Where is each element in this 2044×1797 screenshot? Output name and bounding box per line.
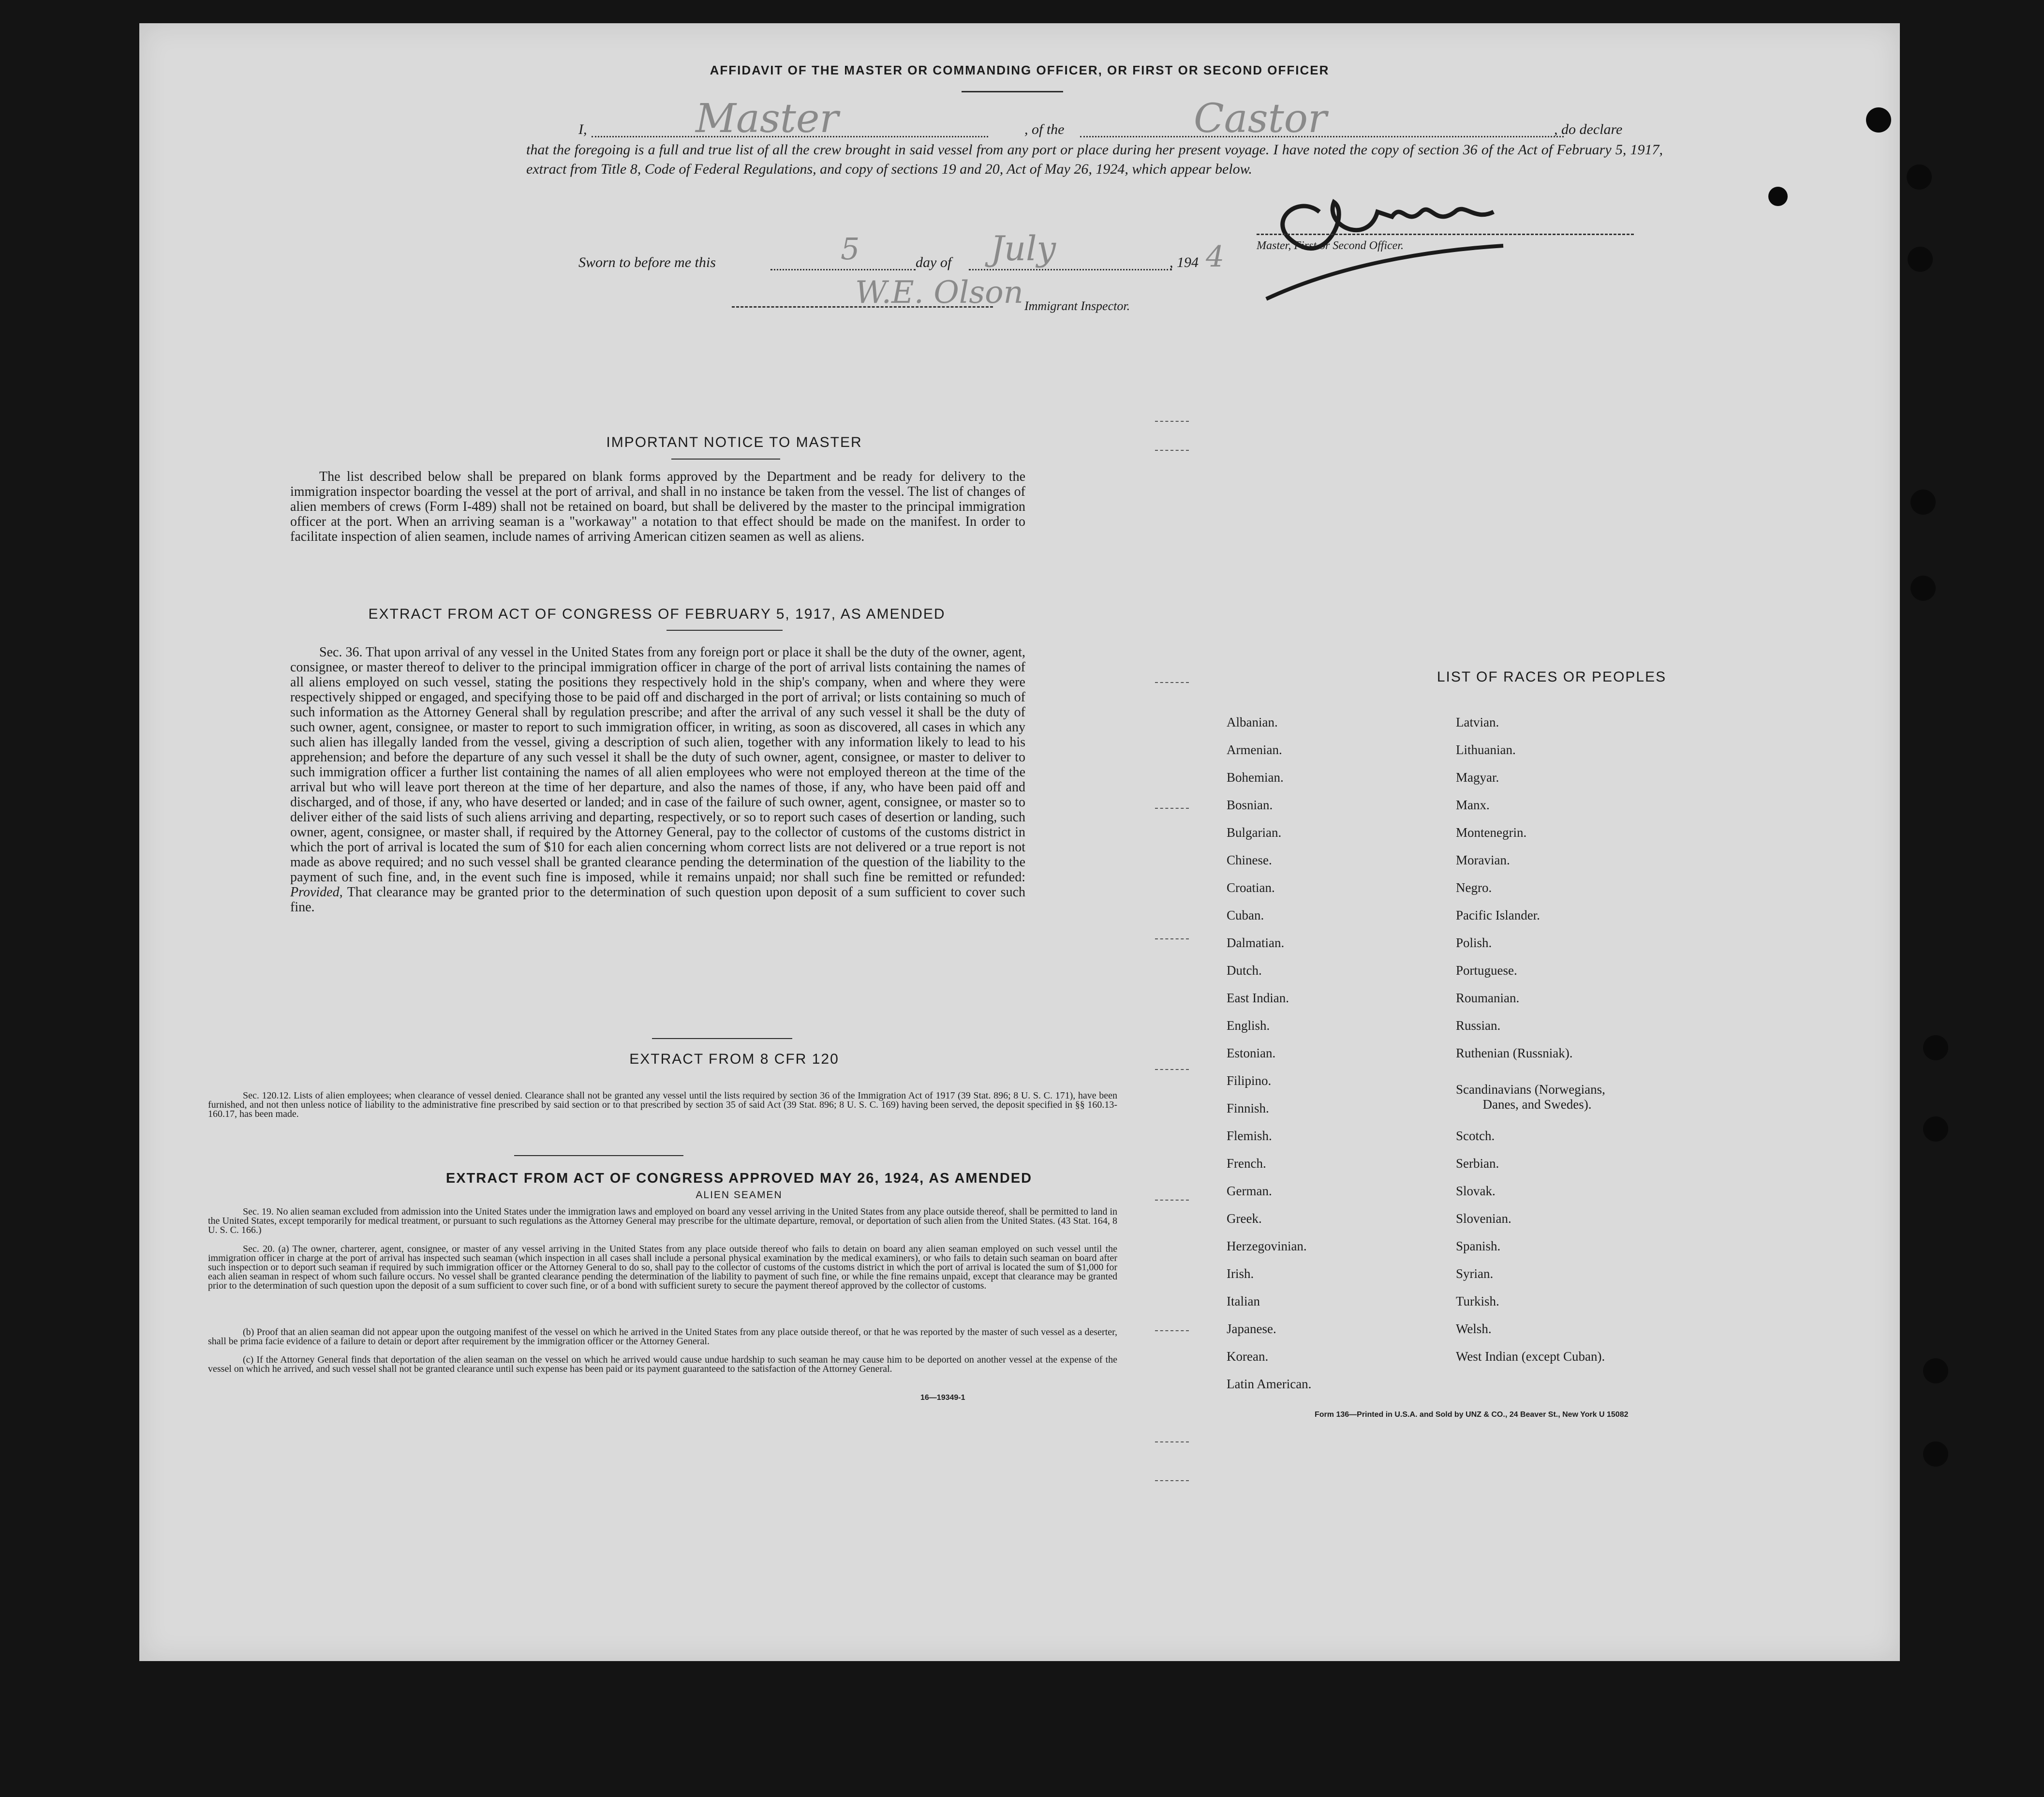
race-left-21: Irish. bbox=[1227, 1266, 1254, 1281]
cfr-heading: EXTRACT FROM 8 CFR 120 bbox=[629, 1051, 839, 1067]
affidavit-i-label: I, bbox=[578, 121, 587, 137]
fold-mark bbox=[1155, 807, 1189, 809]
race-right-15: Danes, and Swedes). bbox=[1482, 1097, 1592, 1112]
notice-heading: IMPORTANT NOTICE TO MASTER bbox=[606, 434, 862, 450]
race-left-20: Herzegovinian. bbox=[1227, 1239, 1307, 1253]
fold-mark bbox=[1155, 1199, 1189, 1201]
binder-hole bbox=[1923, 1441, 1948, 1467]
fold-mark bbox=[1155, 1479, 1189, 1481]
race-left-2: Armenian. bbox=[1227, 743, 1282, 757]
race-right-11: Roumanian. bbox=[1456, 991, 1520, 1005]
extract1924-heading: EXTRACT FROM ACT OF CONGRESS APPROVED MAY 26, 1924, AS AMENDED bbox=[445, 1171, 1033, 1186]
sec20b-text: (b) Proof that an alien seaman did not appear upon the outgoing manifest of the vessel on which he arrived in the United States from any place outside thereof, or that he was reported by the master of such vessel as a deserter, shall be prima facie evidence of a failure to detain or deport after requirement by the immigration officer or the Attorney General. bbox=[208, 1327, 1117, 1347]
race-left-6: Chinese. bbox=[1227, 853, 1272, 867]
race-right-5: Montenegrin. bbox=[1456, 825, 1527, 840]
handwritten-vessel: Castor bbox=[1194, 96, 1327, 142]
race-right-6: Moravian. bbox=[1456, 853, 1510, 867]
race-left-24: Korean. bbox=[1227, 1349, 1269, 1364]
sec20c-text: (c) If the Attorney General finds that deportation of the alien seaman on the vessel on which he arrived would cause undue hardship to such seaman he may cause him to be deported on another vessel at the expense of the vessel on which he arrived, and such vessel shall not be granted clearance until such expense has been paid or its payment guaranteed to the satisfaction of the Attorney General. bbox=[208, 1354, 1117, 1374]
extract1924-subheading: ALIEN SEAMEN bbox=[696, 1189, 783, 1201]
races-heading: LIST OF RACES OR PEOPLES bbox=[1437, 669, 1667, 685]
binder-hole bbox=[1923, 1358, 1948, 1383]
race-right-10: Portuguese. bbox=[1456, 963, 1517, 978]
race-left-14: Filipino. bbox=[1227, 1073, 1272, 1088]
binder-hole bbox=[1923, 1116, 1948, 1142]
race-right-24: West Indian (except Cuban). bbox=[1456, 1349, 1605, 1364]
race-left-23: Japanese. bbox=[1227, 1322, 1276, 1336]
binder-hole bbox=[1911, 576, 1936, 601]
affidavit-title: AFFIDAVIT OF THE MASTER OR COMMANDING OFFICER, OR FIRST OR SECOND OFFICER bbox=[710, 63, 1330, 77]
race-left-17: French. bbox=[1227, 1156, 1266, 1171]
extract1917-end-rule bbox=[652, 1038, 792, 1039]
race-right-19: Slovenian. bbox=[1456, 1211, 1511, 1226]
month-field-line bbox=[969, 269, 1172, 270]
race-left-7: Croatian. bbox=[1227, 880, 1275, 895]
sworn-day-of: day of bbox=[916, 254, 952, 270]
fold-mark bbox=[1155, 681, 1189, 683]
race-left-13: Estonian. bbox=[1227, 1046, 1276, 1060]
race-left-3: Bohemian. bbox=[1227, 770, 1284, 785]
affidavit-paragraph: that the foregoing is a full and true list of all the crew brought in said vessel from any port or place during her present voyage. I have noted the copy of section 36 of the Act of February 5, 1917, extract from Title 8, Code of Federal Regulations, and copy of sections 19 and 20, Act of May 26, 1924, which appear below. bbox=[526, 142, 1663, 177]
race-right-12: Russian. bbox=[1456, 1018, 1501, 1033]
race-right-13: Ruthenian (Russniak). bbox=[1456, 1046, 1573, 1060]
handwritten-inspector: W.E. Olson bbox=[855, 275, 1023, 311]
race-right-14: Scandinavians (Norwegians, bbox=[1456, 1082, 1605, 1097]
affidavit-of-the-label: , of the bbox=[1024, 121, 1065, 137]
printer-footer: Form 136—Printed in U.S.A. and Sold by UNZ & CO., 24 Beaver St., New York U 15082 bbox=[1315, 1411, 1629, 1419]
race-left-5: Bulgarian. bbox=[1227, 825, 1282, 840]
proviso-text: That clearance may be granted prior to the determination of such question upon deposit of a sum sufficient to cover such fine. bbox=[290, 885, 1025, 915]
race-left-12: English. bbox=[1227, 1018, 1270, 1033]
extract1917-heading: EXTRACT FROM ACT OF CONGRESS OF FEBRUARY 5, 1917, AS AMENDED bbox=[368, 606, 946, 622]
race-left-15: Finnish. bbox=[1227, 1101, 1269, 1115]
race-right-4: Manx. bbox=[1456, 798, 1490, 812]
sec20a-text: Sec. 20. (a) The owner, charterer, agent, consignee, or master of any vessel arriving in the United States from any place outside thereof who fails to detain on board any alien seaman employed on such vessel until the immigration officer in charge at the port of arrival has inspected such seaman (which inspection in all cases shall include a personal physical examination by the medical examiners), or who fails to detain such seaman on board after such inspection or to deport such seaman if required by such immigration officer or the Attorney General to do so, shall pay to the collector of customs of the customs district in which the port of arrival is located the sum of $1,000 for each alien seaman in respect of whom such failure occurs. No vessel shall be granted clearance pending the determination of the liability to payment of such fine, or while the fine remains unpaid, except that clearance may be granted prior to the determination of such question upon the deposit of a sum sufficient to cover such fine, or of a bond with sufficient surety to secure the payment thereof approved by the collector of customs. bbox=[208, 1244, 1117, 1291]
race-left-8: Cuban. bbox=[1227, 908, 1264, 922]
proviso-label: Provided, bbox=[290, 885, 343, 900]
race-right-17: Serbian. bbox=[1456, 1156, 1499, 1171]
cfr-end-rule bbox=[514, 1155, 683, 1156]
title-rule bbox=[962, 91, 1063, 92]
notice-rule bbox=[671, 459, 780, 460]
fold-mark bbox=[1155, 1329, 1189, 1331]
race-left-25: Latin American. bbox=[1227, 1377, 1312, 1391]
binder-hole bbox=[1911, 490, 1936, 515]
inspector-caption: Immigrant Inspector. bbox=[1024, 299, 1130, 313]
race-left-16: Flemish. bbox=[1227, 1129, 1272, 1143]
race-left-10: Dutch. bbox=[1227, 963, 1262, 978]
handwritten-rank: Master bbox=[696, 96, 839, 142]
race-right-9: Polish. bbox=[1456, 936, 1492, 950]
extract1917-rule bbox=[667, 630, 783, 631]
day-field-line bbox=[770, 269, 916, 270]
race-right-7: Negro. bbox=[1456, 880, 1492, 895]
sec36-label: Sec. 36. bbox=[319, 645, 363, 660]
race-right-8: Pacific Islander. bbox=[1456, 908, 1540, 922]
race-right-18: Slovak. bbox=[1456, 1184, 1496, 1198]
binder-hole bbox=[1923, 1035, 1948, 1060]
fold-mark bbox=[1155, 1068, 1189, 1070]
notice-text: The list described below shall be prepared on blank forms approved by the Department and be ready for delivery to the immigration inspector boarding the vessel at the port of arrival, and shall in no instance be taken from the vessel. The list of changes of alien members of crews (Form I-489) shall not be retained on board, but shall be delivered by the master to the principal immigration officer at the port. When an arriving seaman is a "workaway" a notation to that effect should be made on the manifest. In order to facilitate inspection of alien seamen, include names of arriving American citizen seamen as well as aliens. bbox=[290, 469, 1025, 544]
race-right-16: Scotch. bbox=[1456, 1129, 1495, 1143]
handwritten-month: July bbox=[991, 229, 1056, 268]
fold-mark bbox=[1155, 937, 1189, 939]
binder-hole bbox=[1866, 107, 1891, 133]
race-left-1: Albanian. bbox=[1227, 715, 1278, 729]
race-left-4: Bosnian. bbox=[1227, 798, 1273, 812]
affidavit-declare-label: , do declare bbox=[1554, 121, 1623, 137]
race-right-3: Magyar. bbox=[1456, 770, 1499, 785]
cfr-text: Sec. 120.12. Lists of alien employees; when clearance of vessel denied. Clearance shall not be granted any vessel until the lists required by section 36 of the Immigration Act of 1917 (39 Stat. 896; 8 U. S. C. 171), have been furnished, and not then unless notice of liability to the administrative fine prescribed by said section or to that prescribed by section 35 of said Act (39 Stat. 896; 8 U. S. C. 169) having been served, the deposit specified in §§ 160.13-160.17, has been made. bbox=[208, 1090, 1117, 1119]
sec19-text: Sec. 19. No alien seaman excluded from admission into the United States under the immigration laws and employed on board any vessel arriving in the United States from any place outside thereof, shall be permitted to land in the United States, except temporarily for medical treatment, or pursuant to such regulations as the Attorney General may prescribe for the ultimate departure, removal, or deportation of such alien from the United States. (43 Stat. 164, 8 U. S. C. 166.) bbox=[208, 1206, 1117, 1235]
race-left-19: Greek. bbox=[1227, 1211, 1262, 1226]
binder-hole bbox=[1907, 164, 1932, 190]
binder-hole bbox=[1768, 187, 1788, 206]
handwritten-year-digit: 4 bbox=[1206, 240, 1225, 274]
sec36-body: That upon arrival of any vessel in the United States from any foreign port or place it shall be the duty of the owner, agent, consignee, or master thereof to deliver to the principal immigration officer in charge of the port of arrival lists containing the names of all aliens employed on such vessel, stating the positions they respectively hold in the ship's company, when and where they were respectively shipped or engaged, and specifying those to be paid off and discharged in the port of arrival; or lists containing so much of such information as the Attorney General shall by regulation prescribe; and after the arrival of any such vessel it shall be the duty of such owner, agent, consignee, or master to report to such immigration officer, in writing, as soon as discovered, all cases in which any such alien has illegally landed from the vessel, giving a description of such alien, together with any information likely to lead to his apprehension; and before the departure of any such vessel it shall be the duty of such owner, agent, consignee, or master to deliver to such immigration officer a further list containing the names of all alien employees who were not employed thereon at the time of the arrival but who will leave port thereon at the time of her departure, and also the names of those, if any, who have been paid off and discharged, and of those, if any, who have deserted or landed; and in case of the failure of such owner, agent, consignee, or master so to deliver either of the said lists of such aliens arriving and departing, respectively, or so to report such cases of desertion or landing, such owner, agent, consignee, or master shall, if required by the Attorney General, pay to the collector of customs of the customs district in which the port of arrival is located the sum of $10 for each alien concerning whom correct lists are not delivered or a true report is not made as above required; and no such vessel shall be granted clearance pending the determination of the question of the liability to the payment of such fine, and, in the event such fine is imposed, while it remains unpaid; nor shall such fine be remitted or refunded: bbox=[290, 645, 1025, 885]
extract1917-text bbox=[290, 645, 1025, 915]
race-right-2: Lithuanian. bbox=[1456, 743, 1516, 757]
race-left-22: Italian bbox=[1227, 1294, 1260, 1308]
handwritten-day: 5 bbox=[841, 231, 860, 267]
signature-line bbox=[1257, 234, 1634, 235]
document-page bbox=[139, 23, 1900, 1661]
race-right-22: Turkish. bbox=[1456, 1294, 1499, 1308]
race-right-21: Syrian. bbox=[1456, 1266, 1494, 1281]
fold-mark bbox=[1155, 1441, 1189, 1442]
race-right-23: Welsh. bbox=[1456, 1322, 1492, 1336]
race-left-11: East Indian. bbox=[1227, 991, 1289, 1005]
race-right-1: Latvian. bbox=[1456, 715, 1499, 729]
race-left-18: German. bbox=[1227, 1184, 1272, 1198]
race-left-9: Dalmatian. bbox=[1227, 936, 1285, 950]
sworn-year: , 194 bbox=[1170, 254, 1199, 270]
fold-mark bbox=[1155, 420, 1189, 422]
sworn-prefix: Sworn to before me this bbox=[578, 254, 716, 270]
fold-mark bbox=[1155, 449, 1189, 451]
form-number: 16—19349-1 bbox=[920, 1394, 965, 1402]
race-right-20: Spanish. bbox=[1456, 1239, 1501, 1253]
binder-hole bbox=[1908, 247, 1933, 272]
signature-caption: Master, First or Second Officer. bbox=[1257, 239, 1404, 252]
